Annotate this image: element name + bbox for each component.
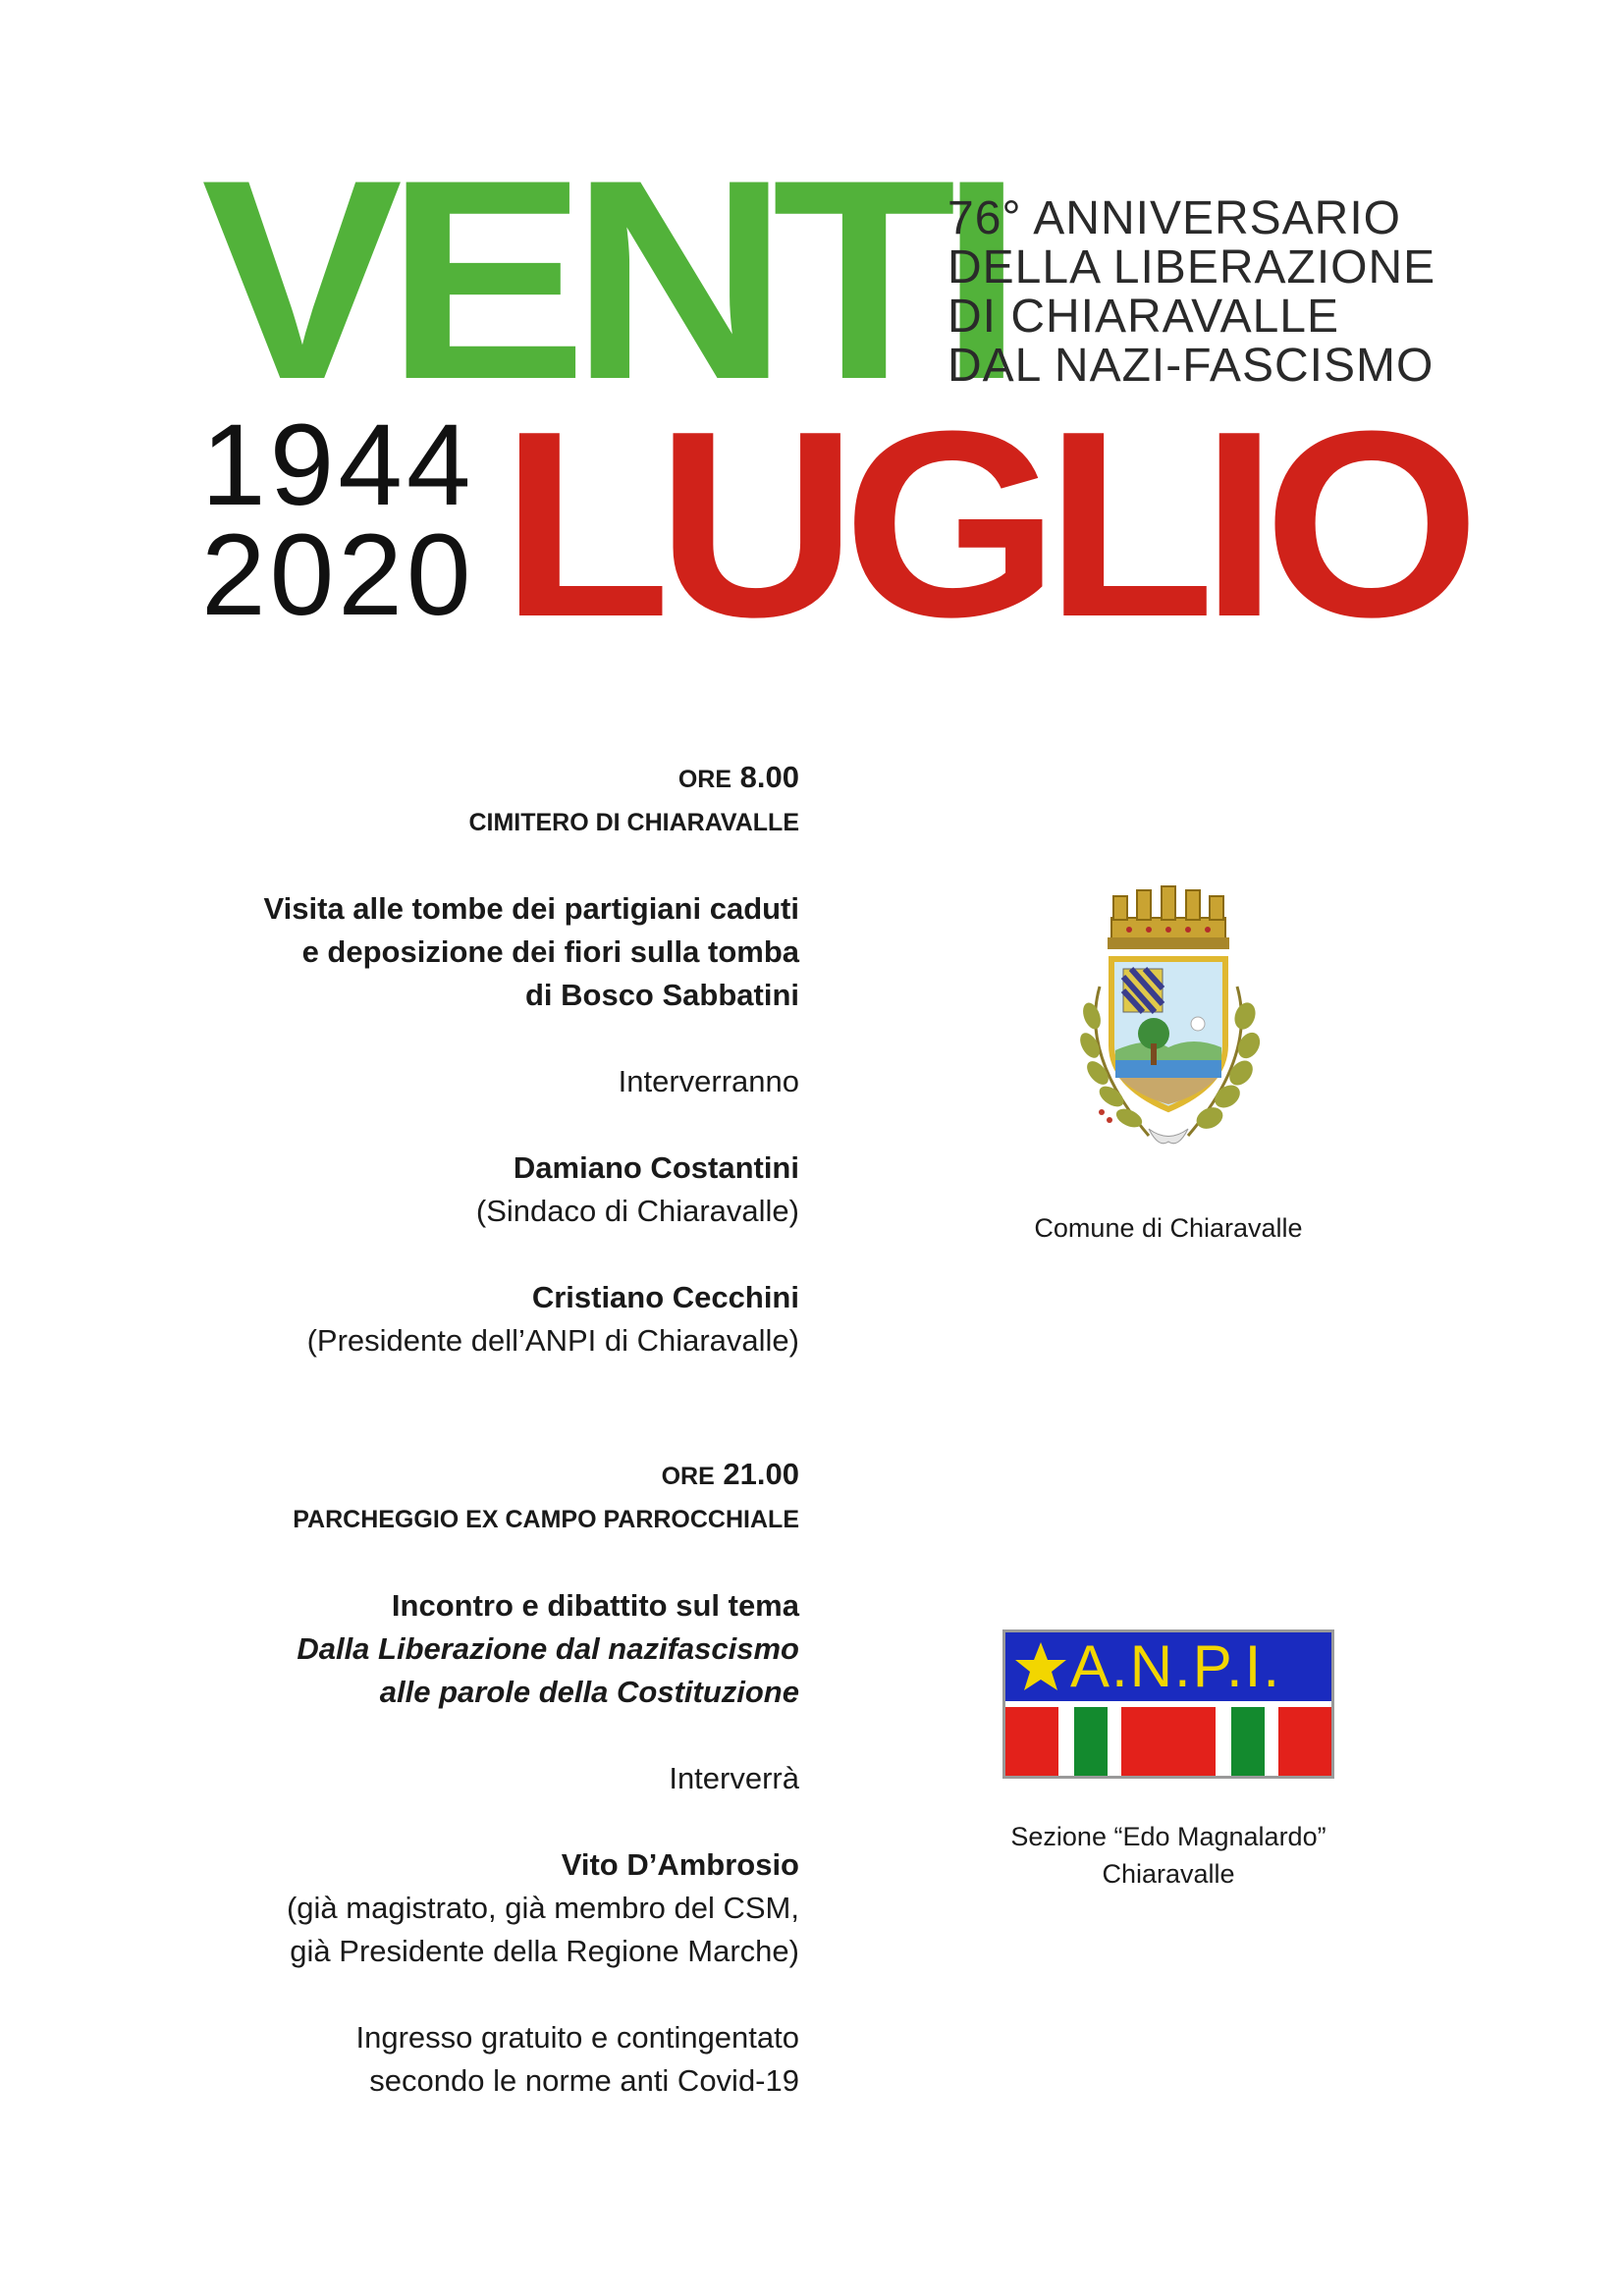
anpi-caption-line: Sezione “Edo Magnalardo”	[1010, 1822, 1326, 1851]
subtitle-line: DAL NAZI-FASCISMO	[947, 340, 1435, 392]
comune-coat-of-arms	[1041, 879, 1296, 1163]
subtitle-line: DI CHIARAVALLE	[947, 291, 1340, 343]
evening-topic-line: alle parole della Costituzione	[379, 1675, 799, 1709]
speaker-name: Vito D’Ambrosio	[561, 1847, 799, 1882]
time-prefix: ORE	[677, 766, 732, 793]
subtitle-line: 76° ANNIVERSARIO	[947, 192, 1402, 244]
anpi-logo	[1002, 1629, 1334, 1779]
evening-note: Ingresso gratuito e contingentato	[355, 2020, 799, 2055]
evening-event	[53, 1453, 799, 2103]
speaker-name: Cristiano Cecchini	[531, 1280, 799, 1314]
morning-desc-line: e deposizione dei fiori sulla tomba	[301, 934, 799, 969]
subtitle-line: DELLA LIBERAZIONE	[947, 241, 1436, 294]
morning-event	[53, 756, 799, 1362]
star-icon	[1013, 1640, 1068, 1693]
years	[201, 400, 475, 640]
anniversary-subtitle	[947, 194, 1435, 391]
evening-topic-intro: Incontro e dibattito sul tema	[391, 1588, 799, 1623]
time-value: 21.00	[723, 1457, 799, 1491]
anpi-caption-line: Chiaravalle	[1102, 1859, 1235, 1889]
title-luglio: LUGLIO	[501, 377, 1466, 672]
morning-desc-line: Visita alle tombe dei partigiani caduti	[263, 891, 799, 926]
anpi-flag-stripes	[1005, 1707, 1331, 1776]
title-venti: VENTI	[201, 121, 1007, 439]
speaker-role: già Presidente della Regione Marche)	[290, 1934, 799, 1968]
time-value: 8.00	[739, 760, 799, 794]
evening-place: PARCHEGGIO EX CAMPO PARROCCHIALE	[293, 1506, 799, 1533]
speaker-role: (già magistrato, già membro del CSM,	[286, 1891, 799, 1925]
morning-speakers-intro: Interverranno	[618, 1064, 799, 1098]
anpi-caption	[972, 1818, 1365, 1893]
anpi-text: A.N.P.I.	[1070, 1633, 1281, 1699]
speaker-role: (Sindaco di Chiaravalle)	[475, 1194, 799, 1228]
year-start: 1944	[201, 400, 475, 530]
speaker-name: Damiano Costantini	[513, 1150, 799, 1185]
time-prefix: ORE	[661, 1463, 715, 1490]
morning-time	[53, 756, 799, 801]
evening-topic-line: Dalla Liberazione dal nazifascismo	[297, 1631, 799, 1666]
evening-time	[53, 1453, 799, 1498]
year-end: 2020	[201, 510, 475, 640]
evening-speaker-intro: Interverrà	[669, 1761, 799, 1795]
anpi-banner	[1005, 1632, 1331, 1701]
coat-of-arms-icon	[1041, 879, 1296, 1163]
comune-caption: Comune di Chiaravalle	[1034, 1213, 1303, 1243]
morning-place: CIMITERO DI CHIARAVALLE	[468, 809, 799, 836]
speaker-role: (Presidente dell’ANPI di Chiaravalle)	[306, 1323, 799, 1358]
morning-desc-line: di Bosco Sabbatini	[524, 978, 799, 1012]
evening-note: secondo le norme anti Covid-19	[369, 2063, 799, 2098]
